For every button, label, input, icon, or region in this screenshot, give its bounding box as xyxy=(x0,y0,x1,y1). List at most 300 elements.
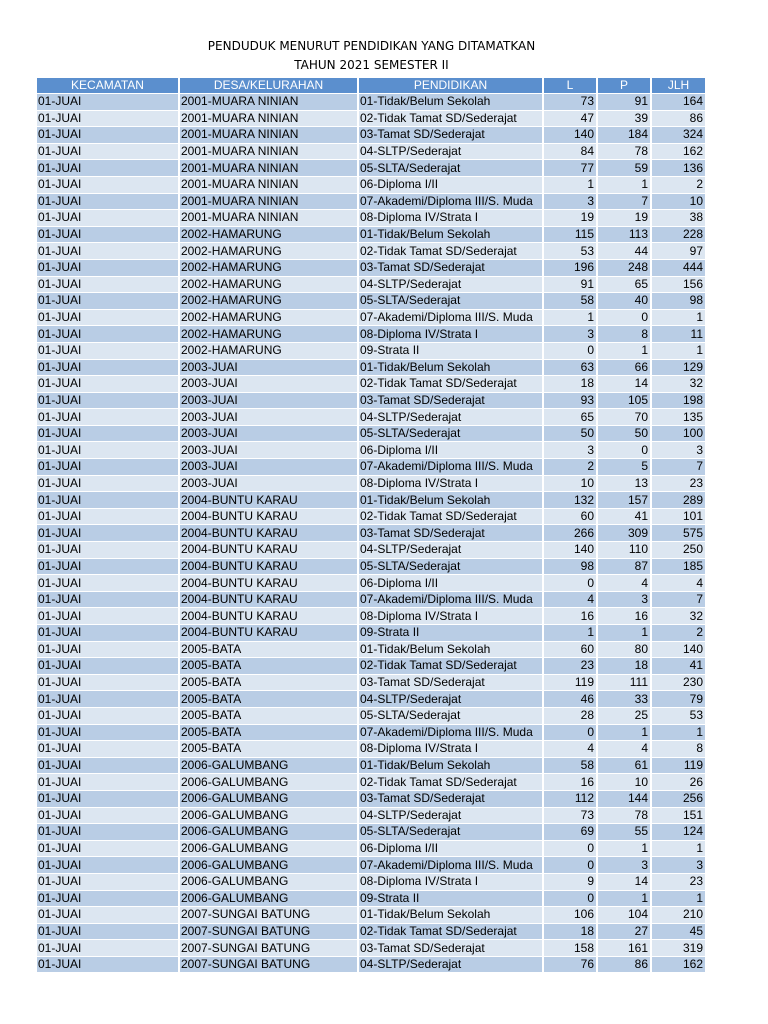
p-cell: 55 xyxy=(598,824,650,840)
pendidikan-cell: 06-Diploma I/II xyxy=(359,442,542,458)
jlh-cell: 319 xyxy=(652,940,705,956)
kecamatan-cell: 01-JUAI xyxy=(37,426,178,442)
kecamatan-cell: 01-JUAI xyxy=(37,592,178,608)
jlh-cell: 156 xyxy=(652,277,705,293)
l-cell: 18 xyxy=(544,924,596,940)
desa-cell: 2001-MUARA NINIAN xyxy=(180,94,357,110)
desa-cell: 2003-JUAI xyxy=(180,442,357,458)
l-cell: 63 xyxy=(544,360,596,376)
p-cell: 184 xyxy=(598,127,650,143)
l-cell: 1 xyxy=(544,625,596,641)
table-row xyxy=(37,227,705,243)
header-l: L xyxy=(544,78,596,93)
p-cell: 3 xyxy=(598,592,650,608)
p-cell: 10 xyxy=(598,774,650,790)
pendidikan-cell: 09-Strata II xyxy=(359,625,542,641)
p-cell: 27 xyxy=(598,924,650,940)
p-cell: 309 xyxy=(598,525,650,541)
l-cell: 3 xyxy=(544,326,596,342)
kecamatan-cell: 01-JUAI xyxy=(37,874,178,890)
p-cell: 157 xyxy=(598,492,650,508)
desa-cell: 2005-BATA xyxy=(180,642,357,658)
pendidikan-cell: 02-Tidak Tamat SD/Sederajat xyxy=(359,243,542,259)
jlh-cell: 41 xyxy=(652,658,705,674)
l-cell: 0 xyxy=(544,343,596,359)
kecamatan-cell: 01-JUAI xyxy=(37,260,178,276)
l-cell: 112 xyxy=(544,791,596,807)
kecamatan-cell: 01-JUAI xyxy=(37,227,178,243)
table-row xyxy=(37,957,705,973)
pendidikan-cell: 04-SLTP/Sederajat xyxy=(359,691,542,707)
pendidikan-cell: 02-Tidak Tamat SD/Sederajat xyxy=(359,924,542,940)
l-cell: 19 xyxy=(544,210,596,226)
table-row xyxy=(37,924,705,940)
kecamatan-cell: 01-JUAI xyxy=(37,459,178,475)
l-cell: 73 xyxy=(544,94,596,110)
desa-cell: 2004-BUNTU KARAU xyxy=(180,625,357,641)
kecamatan-cell: 01-JUAI xyxy=(37,924,178,940)
l-cell: 119 xyxy=(544,675,596,691)
desa-cell: 2004-BUNTU KARAU xyxy=(180,608,357,624)
p-cell: 1 xyxy=(598,625,650,641)
table-row xyxy=(37,277,705,293)
pendidikan-cell: 02-Tidak Tamat SD/Sederajat xyxy=(359,111,542,127)
table-row xyxy=(37,409,705,425)
desa-cell: 2006-GALUMBANG xyxy=(180,791,357,807)
table-row xyxy=(37,376,705,392)
pendidikan-cell: 05-SLTA/Sederajat xyxy=(359,426,542,442)
jlh-cell: 228 xyxy=(652,227,705,243)
l-cell: 10 xyxy=(544,476,596,492)
p-cell: 41 xyxy=(598,509,650,525)
table-row xyxy=(37,857,705,873)
desa-cell: 2003-JUAI xyxy=(180,360,357,376)
jlh-cell: 32 xyxy=(652,608,705,624)
l-cell: 0 xyxy=(544,891,596,907)
kecamatan-cell: 01-JUAI xyxy=(37,957,178,973)
kecamatan-cell: 01-JUAI xyxy=(37,393,178,409)
table-row xyxy=(37,360,705,376)
desa-cell: 2006-GALUMBANG xyxy=(180,857,357,873)
l-cell: 58 xyxy=(544,758,596,774)
desa-cell: 2001-MUARA NINIAN xyxy=(180,194,357,210)
l-cell: 18 xyxy=(544,376,596,392)
table-row xyxy=(37,243,705,259)
table-row xyxy=(37,608,705,624)
jlh-cell: 119 xyxy=(652,758,705,774)
pendidikan-cell: 04-SLTP/Sederajat xyxy=(359,277,542,293)
table-row xyxy=(37,592,705,608)
p-cell: 70 xyxy=(598,409,650,425)
p-cell: 80 xyxy=(598,642,650,658)
pendidikan-cell: 07-Akademi/Diploma III/S. Muda xyxy=(359,459,542,475)
desa-cell: 2007-SUNGAI BATUNG xyxy=(180,907,357,923)
table-row xyxy=(37,874,705,890)
jlh-cell: 32 xyxy=(652,376,705,392)
desa-cell: 2003-JUAI xyxy=(180,409,357,425)
l-cell: 23 xyxy=(544,658,596,674)
kecamatan-cell: 01-JUAI xyxy=(37,708,178,724)
jlh-cell: 45 xyxy=(652,924,705,940)
p-cell: 110 xyxy=(598,542,650,558)
p-cell: 65 xyxy=(598,277,650,293)
l-cell: 4 xyxy=(544,592,596,608)
pendidikan-cell: 04-SLTP/Sederajat xyxy=(359,144,542,160)
kecamatan-cell: 01-JUAI xyxy=(37,94,178,110)
p-cell: 33 xyxy=(598,691,650,707)
kecamatan-cell: 01-JUAI xyxy=(37,194,178,210)
kecamatan-cell: 01-JUAI xyxy=(37,625,178,641)
kecamatan-cell: 01-JUAI xyxy=(37,293,178,309)
desa-cell: 2002-HAMARUNG xyxy=(180,326,357,342)
desa-cell: 2004-BUNTU KARAU xyxy=(180,492,357,508)
kecamatan-cell: 01-JUAI xyxy=(37,741,178,757)
jlh-cell: 101 xyxy=(652,509,705,525)
kecamatan-cell: 01-JUAI xyxy=(37,758,178,774)
l-cell: 16 xyxy=(544,608,596,624)
desa-cell: 2001-MUARA NINIAN xyxy=(180,210,357,226)
l-cell: 158 xyxy=(544,940,596,956)
table-row xyxy=(37,144,705,160)
desa-cell: 2005-BATA xyxy=(180,725,357,741)
p-cell: 13 xyxy=(598,476,650,492)
pendidikan-cell: 01-Tidak/Belum Sekolah xyxy=(359,94,542,110)
pendidikan-cell: 03-Tamat SD/Sederajat xyxy=(359,940,542,956)
l-cell: 1 xyxy=(544,177,596,193)
l-cell: 16 xyxy=(544,774,596,790)
pendidikan-cell: 01-Tidak/Belum Sekolah xyxy=(359,907,542,923)
pendidikan-cell: 01-Tidak/Belum Sekolah xyxy=(359,642,542,658)
table-row xyxy=(37,675,705,691)
pendidikan-cell: 08-Diploma IV/Strata I xyxy=(359,326,542,342)
l-cell: 69 xyxy=(544,824,596,840)
l-cell: 73 xyxy=(544,808,596,824)
kecamatan-cell: 01-JUAI xyxy=(37,559,178,575)
kecamatan-cell: 01-JUAI xyxy=(37,542,178,558)
jlh-cell: 575 xyxy=(652,525,705,541)
pendidikan-cell: 08-Diploma IV/Strata I xyxy=(359,476,542,492)
pendidikan-cell: 07-Akademi/Diploma III/S. Muda xyxy=(359,725,542,741)
p-cell: 40 xyxy=(598,293,650,309)
table-row xyxy=(37,459,705,475)
desa-cell: 2001-MUARA NINIAN xyxy=(180,177,357,193)
jlh-cell: 4 xyxy=(652,575,705,591)
jlh-cell: 198 xyxy=(652,393,705,409)
desa-cell: 2007-SUNGAI BATUNG xyxy=(180,940,357,956)
kecamatan-cell: 01-JUAI xyxy=(37,442,178,458)
table-row xyxy=(37,210,705,226)
desa-cell: 2005-BATA xyxy=(180,708,357,724)
pendidikan-cell: 09-Strata II xyxy=(359,343,542,359)
l-cell: 132 xyxy=(544,492,596,508)
table-row xyxy=(37,160,705,176)
l-cell: 91 xyxy=(544,277,596,293)
jlh-cell: 2 xyxy=(652,625,705,641)
table-row xyxy=(37,791,705,807)
pendidikan-cell: 02-Tidak Tamat SD/Sederajat xyxy=(359,658,542,674)
kecamatan-cell: 01-JUAI xyxy=(37,824,178,840)
pendidikan-cell: 06-Diploma I/II xyxy=(359,575,542,591)
kecamatan-cell: 01-JUAI xyxy=(37,177,178,193)
kecamatan-cell: 01-JUAI xyxy=(37,891,178,907)
pendidikan-cell: 02-Tidak Tamat SD/Sederajat xyxy=(359,774,542,790)
kecamatan-cell: 01-JUAI xyxy=(37,326,178,342)
jlh-cell: 98 xyxy=(652,293,705,309)
jlh-cell: 250 xyxy=(652,542,705,558)
kecamatan-cell: 01-JUAI xyxy=(37,509,178,525)
kecamatan-cell: 01-JUAI xyxy=(37,277,178,293)
p-cell: 1 xyxy=(598,343,650,359)
table-row xyxy=(37,343,705,359)
pendidikan-cell: 04-SLTP/Sederajat xyxy=(359,409,542,425)
kecamatan-cell: 01-JUAI xyxy=(37,492,178,508)
table-row xyxy=(37,891,705,907)
table-row xyxy=(37,708,705,724)
jlh-cell: 162 xyxy=(652,957,705,973)
table-row xyxy=(37,111,705,127)
desa-cell: 2001-MUARA NINIAN xyxy=(180,160,357,176)
jlh-cell: 100 xyxy=(652,426,705,442)
jlh-cell: 1 xyxy=(652,725,705,741)
pendidikan-cell: 03-Tamat SD/Sederajat xyxy=(359,675,542,691)
pendidikan-cell: 01-Tidak/Belum Sekolah xyxy=(359,360,542,376)
kecamatan-cell: 01-JUAI xyxy=(37,127,178,143)
jlh-cell: 1 xyxy=(652,343,705,359)
desa-cell: 2006-GALUMBANG xyxy=(180,824,357,840)
kecamatan-cell: 01-JUAI xyxy=(37,160,178,176)
table-row xyxy=(37,509,705,525)
table-row xyxy=(37,177,705,193)
desa-cell: 2004-BUNTU KARAU xyxy=(180,525,357,541)
l-cell: 1 xyxy=(544,310,596,326)
table-row xyxy=(37,127,705,143)
desa-cell: 2004-BUNTU KARAU xyxy=(180,592,357,608)
l-cell: 58 xyxy=(544,293,596,309)
jlh-cell: 1 xyxy=(652,310,705,326)
table-body xyxy=(37,94,705,972)
jlh-cell: 185 xyxy=(652,559,705,575)
table-row xyxy=(37,725,705,741)
header-kecamatan: KECAMATAN xyxy=(37,78,178,93)
p-cell: 50 xyxy=(598,426,650,442)
pendidikan-cell: 03-Tamat SD/Sederajat xyxy=(359,127,542,143)
l-cell: 0 xyxy=(544,841,596,857)
pendidikan-cell: 01-Tidak/Belum Sekolah xyxy=(359,492,542,508)
l-cell: 60 xyxy=(544,509,596,525)
pendidikan-cell: 02-Tidak Tamat SD/Sederajat xyxy=(359,509,542,525)
p-cell: 8 xyxy=(598,326,650,342)
pendidikan-cell: 07-Akademi/Diploma III/S. Muda xyxy=(359,194,542,210)
table-row xyxy=(37,841,705,857)
p-cell: 7 xyxy=(598,194,650,210)
kecamatan-cell: 01-JUAI xyxy=(37,675,178,691)
table-row xyxy=(37,310,705,326)
p-cell: 0 xyxy=(598,442,650,458)
pendidikan-cell: 03-Tamat SD/Sederajat xyxy=(359,525,542,541)
p-cell: 4 xyxy=(598,575,650,591)
l-cell: 106 xyxy=(544,907,596,923)
jlh-cell: 256 xyxy=(652,791,705,807)
table-header-row xyxy=(37,78,705,93)
jlh-cell: 23 xyxy=(652,874,705,890)
l-cell: 3 xyxy=(544,194,596,210)
p-cell: 1 xyxy=(598,891,650,907)
desa-cell: 2004-BUNTU KARAU xyxy=(180,509,357,525)
jlh-cell: 23 xyxy=(652,476,705,492)
jlh-cell: 11 xyxy=(652,326,705,342)
l-cell: 93 xyxy=(544,393,596,409)
kecamatan-cell: 01-JUAI xyxy=(37,808,178,824)
l-cell: 140 xyxy=(544,127,596,143)
l-cell: 196 xyxy=(544,260,596,276)
p-cell: 25 xyxy=(598,708,650,724)
table-row xyxy=(37,194,705,210)
p-cell: 14 xyxy=(598,376,650,392)
kecamatan-cell: 01-JUAI xyxy=(37,841,178,857)
jlh-cell: 86 xyxy=(652,111,705,127)
pendidikan-cell: 05-SLTA/Sederajat xyxy=(359,824,542,840)
jlh-cell: 136 xyxy=(652,160,705,176)
desa-cell: 2006-GALUMBANG xyxy=(180,808,357,824)
jlh-cell: 1 xyxy=(652,891,705,907)
pendidikan-cell: 01-Tidak/Belum Sekolah xyxy=(359,227,542,243)
desa-cell: 2001-MUARA NINIAN xyxy=(180,144,357,160)
p-cell: 1 xyxy=(598,841,650,857)
l-cell: 46 xyxy=(544,691,596,707)
jlh-cell: 289 xyxy=(652,492,705,508)
kecamatan-cell: 01-JUAI xyxy=(37,525,178,541)
table-row xyxy=(37,260,705,276)
l-cell: 28 xyxy=(544,708,596,724)
jlh-cell: 38 xyxy=(652,210,705,226)
jlh-cell: 53 xyxy=(652,708,705,724)
kecamatan-cell: 01-JUAI xyxy=(37,907,178,923)
kecamatan-cell: 01-JUAI xyxy=(37,111,178,127)
kecamatan-cell: 01-JUAI xyxy=(37,310,178,326)
p-cell: 5 xyxy=(598,459,650,475)
pendidikan-cell: 02-Tidak Tamat SD/Sederajat xyxy=(359,376,542,392)
header-p: P xyxy=(598,78,650,93)
table-row xyxy=(37,691,705,707)
p-cell: 105 xyxy=(598,393,650,409)
table-row xyxy=(37,492,705,508)
population-education-table xyxy=(35,77,707,973)
kecamatan-cell: 01-JUAI xyxy=(37,360,178,376)
desa-cell: 2005-BATA xyxy=(180,675,357,691)
jlh-cell: 164 xyxy=(652,94,705,110)
kecamatan-cell: 01-JUAI xyxy=(37,476,178,492)
l-cell: 60 xyxy=(544,642,596,658)
header-jlh: JLH xyxy=(652,78,705,93)
pendidikan-cell: 05-SLTA/Sederajat xyxy=(359,293,542,309)
document-title: PENDUDUK MENURUT PENDIDIKAN YANG DITAMATKAN xyxy=(207,39,536,53)
p-cell: 66 xyxy=(598,360,650,376)
pendidikan-cell: 07-Akademi/Diploma III/S. Muda xyxy=(359,310,542,326)
p-cell: 144 xyxy=(598,791,650,807)
desa-cell: 2007-SUNGAI BATUNG xyxy=(180,957,357,973)
l-cell: 4 xyxy=(544,741,596,757)
l-cell: 9 xyxy=(544,874,596,890)
l-cell: 84 xyxy=(544,144,596,160)
table-row xyxy=(37,293,705,309)
p-cell: 161 xyxy=(598,940,650,956)
desa-cell: 2001-MUARA NINIAN xyxy=(180,111,357,127)
table-row xyxy=(37,442,705,458)
p-cell: 87 xyxy=(598,559,650,575)
desa-cell: 2003-JUAI xyxy=(180,459,357,475)
table-row xyxy=(37,642,705,658)
kecamatan-cell: 01-JUAI xyxy=(37,409,178,425)
jlh-cell: 10 xyxy=(652,194,705,210)
desa-cell: 2006-GALUMBANG xyxy=(180,841,357,857)
table-row xyxy=(37,94,705,110)
l-cell: 65 xyxy=(544,409,596,425)
kecamatan-cell: 01-JUAI xyxy=(37,658,178,674)
desa-cell: 2003-JUAI xyxy=(180,426,357,442)
table-row xyxy=(37,940,705,956)
jlh-cell: 210 xyxy=(652,907,705,923)
jlh-cell: 151 xyxy=(652,808,705,824)
desa-cell: 2002-HAMARUNG xyxy=(180,227,357,243)
desa-cell: 2006-GALUMBANG xyxy=(180,874,357,890)
p-cell: 113 xyxy=(598,227,650,243)
l-cell: 266 xyxy=(544,525,596,541)
table-row xyxy=(37,542,705,558)
kecamatan-cell: 01-JUAI xyxy=(37,691,178,707)
pendidikan-cell: 07-Akademi/Diploma III/S. Muda xyxy=(359,857,542,873)
jlh-cell: 135 xyxy=(652,409,705,425)
table-row xyxy=(37,758,705,774)
desa-cell: 2006-GALUMBANG xyxy=(180,774,357,790)
pendidikan-cell: 04-SLTP/Sederajat xyxy=(359,957,542,973)
table-row xyxy=(37,575,705,591)
p-cell: 0 xyxy=(598,310,650,326)
kecamatan-cell: 01-JUAI xyxy=(37,144,178,160)
table-row xyxy=(37,559,705,575)
p-cell: 44 xyxy=(598,243,650,259)
desa-cell: 2004-BUNTU KARAU xyxy=(180,542,357,558)
jlh-cell: 97 xyxy=(652,243,705,259)
p-cell: 14 xyxy=(598,874,650,890)
table-row xyxy=(37,824,705,840)
pendidikan-cell: 06-Diploma I/II xyxy=(359,841,542,857)
l-cell: 0 xyxy=(544,575,596,591)
pendidikan-cell: 08-Diploma IV/Strata I xyxy=(359,608,542,624)
jlh-cell: 162 xyxy=(652,144,705,160)
jlh-cell: 3 xyxy=(652,442,705,458)
document-subtitle: TAHUN 2021 SEMESTER II xyxy=(294,58,449,72)
kecamatan-cell: 01-JUAI xyxy=(37,774,178,790)
desa-cell: 2005-BATA xyxy=(180,658,357,674)
l-cell: 3 xyxy=(544,442,596,458)
p-cell: 4 xyxy=(598,741,650,757)
desa-cell: 2002-HAMARUNG xyxy=(180,243,357,259)
pendidikan-cell: 03-Tamat SD/Sederajat xyxy=(359,260,542,276)
desa-cell: 2003-JUAI xyxy=(180,376,357,392)
desa-cell: 2002-HAMARUNG xyxy=(180,260,357,276)
desa-cell: 2002-HAMARUNG xyxy=(180,277,357,293)
pendidikan-cell: 08-Diploma IV/Strata I xyxy=(359,741,542,757)
table-row xyxy=(37,808,705,824)
p-cell: 91 xyxy=(598,94,650,110)
l-cell: 76 xyxy=(544,957,596,973)
jlh-cell: 3 xyxy=(652,857,705,873)
l-cell: 0 xyxy=(544,857,596,873)
p-cell: 61 xyxy=(598,758,650,774)
desa-cell: 2002-HAMARUNG xyxy=(180,310,357,326)
table-row xyxy=(37,774,705,790)
desa-cell: 2005-BATA xyxy=(180,741,357,757)
